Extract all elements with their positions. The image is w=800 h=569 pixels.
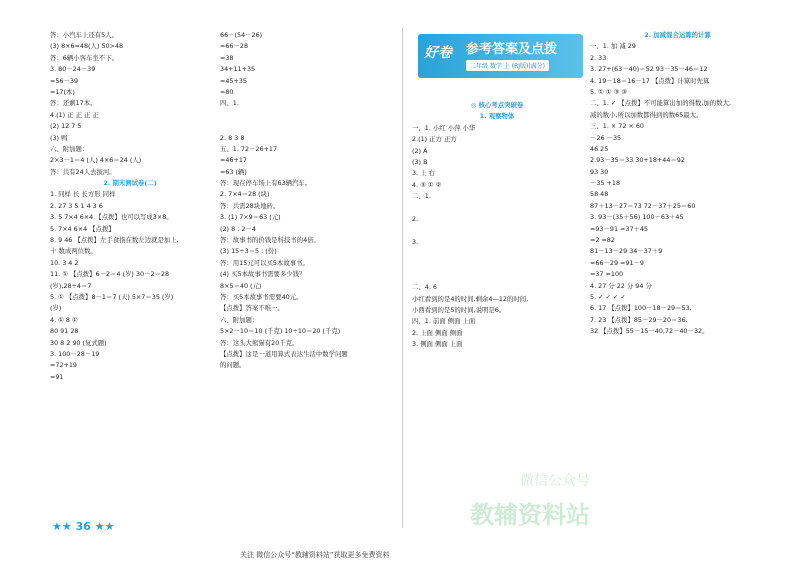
col3-line: 四、1. 前面 侧面 上面 (412, 317, 476, 326)
col2-line: =80 (220, 87, 234, 96)
col1-line: 8. 9 46 【点拨】左手食指在数左边就是加上, (50, 236, 179, 245)
col1-line: (3) 8×6=48(人) 50>48 (50, 42, 124, 51)
col2-line: 答：买5本故事书需要40元。 (220, 292, 303, 301)
col1-line: 3. 80－24－39 (50, 65, 96, 74)
col2-line: =46+17 (220, 156, 247, 165)
page-number: ★★ 36 ★★ (52, 520, 115, 533)
col1-line: 六、附加题： (50, 144, 89, 153)
col1-line: 80 91 28 (50, 327, 79, 336)
col3-line: 3. 侧面 侧面 上面 (412, 340, 463, 349)
col3-line: 小红看到的是4的时间,剩余4—12的时间, (412, 294, 529, 303)
col1-line: 十 数成两位数。 (50, 247, 97, 256)
col4-line: =66－29 =91－9 (590, 258, 644, 267)
col4-line: 4. 27 分 22 分 94 分 (590, 281, 652, 290)
col4-line: －35 +18 (590, 179, 621, 188)
col1-line: (2) 12 7 5 (50, 122, 82, 131)
col4-line: 6. 17 【点拨】100－18－29＝53, (590, 304, 692, 313)
col1-line: 答：6辆小客车坐不下。 (50, 53, 118, 62)
col2-line: 答：现在停车场上有63辆汽车。 (220, 179, 312, 188)
col3-line: 2. (412, 214, 419, 223)
col1-line: 2×3－1＝4 (人) 4×6＝24 (人) (50, 156, 142, 165)
col2-line: 答：这头大熊猫有20千克。 (220, 338, 299, 347)
column-divider (402, 28, 403, 528)
col3-line (412, 225, 582, 236)
col3-line: 二、1. (412, 192, 431, 201)
col2-line: (3) 15÷3＝5 : (份) (220, 247, 277, 256)
col3-line: 3. (412, 237, 419, 246)
col4-line: 32 【点拨】55－15－40,72－40－32。 (590, 327, 709, 336)
col3-line (412, 248, 582, 259)
page-number-value: 36 (75, 520, 91, 533)
col3-line: 二、4. 6 (412, 283, 437, 292)
col1-line: (岁),28÷4＝7 (50, 281, 92, 290)
banner-subtitle: 二年级 数学 上 (RJ版)(满分) (466, 60, 549, 71)
col1-line: 30 8 2 90 (复式题) (50, 338, 107, 347)
col3-line (412, 203, 582, 214)
col1-line: 11. ① 【点拨】6－2＝4 (岁) 30－2＝28 (50, 270, 170, 279)
answer-banner (418, 34, 583, 78)
col4-line: 87＋13－27＝73 72－37＋25＝60 (590, 201, 696, 210)
col3-line: (3) B (412, 157, 428, 166)
col2-line: (2) 8 : 2－4 (220, 224, 256, 233)
footer-note: 关注 微信公众号“教辅资料站”获取更多免费资料 (240, 551, 390, 559)
col2-line: 四、1. (220, 99, 239, 108)
col4-line: =2 =82 (590, 236, 615, 245)
col4-line: 58 48 (590, 190, 609, 199)
col1-line: 3. 100－28－19 (50, 349, 100, 358)
col3-line: 4. ③ ① ② (412, 180, 442, 189)
col4-line: 93 30 (590, 167, 609, 176)
col4-line: 5. ✓ ✓ ✓ ✓ (590, 292, 626, 301)
answer-column-2 (220, 30, 400, 372)
col3-line: 一、1. 小红 小萍 小华 (412, 123, 476, 132)
col2-line: 2. 7×4＝28 (块) (220, 190, 270, 199)
col4-line: 2. 加减混合运算的计算 (644, 31, 711, 39)
col3-line (412, 259, 582, 270)
col3-line: 小西看到的是5的时间,说明是6。 (412, 306, 506, 315)
col3-line: 2.(1) 正方 正方 (412, 135, 457, 144)
col4-line: 减的数小,所以加数都得到的数65最大。 (590, 110, 703, 119)
col1-line: 4. ① 8 ① (50, 315, 78, 324)
col2-line: 34+11+35 (220, 65, 256, 74)
col2-line: 答：共需28块地砖。 (220, 201, 280, 210)
watermark-logo-text: 微信公众号 (520, 473, 590, 489)
col2-line: 的问题。 (220, 361, 246, 370)
col4-line: 3. 27+(63－40)＝52 93－35－46＝12 (590, 65, 708, 74)
answer-column-1 (50, 30, 210, 383)
answer-column-3 (412, 100, 582, 351)
col1-line: 5. 7×4 6×4 【点拨】 (50, 224, 115, 233)
col1-line: 2. 期末测试卷(二) (103, 179, 157, 188)
col1-line: 2. 27 3 5 1 4 3 6 (50, 201, 103, 210)
col4-line: 二、1. ✓ 【点拨】不可能算出加的得数,加的数大, (590, 99, 731, 108)
watermark: 教辅资料站 (470, 501, 590, 529)
banner-title: 参考答案及点拨 (466, 42, 558, 57)
col4-line: 3. 93－(35＋56) 100－63＋45 (590, 213, 684, 222)
col1-line: 10. 3 4 2 (50, 258, 79, 267)
col4-line: 4. 19－18＝16－17 【点拨】计算时先算 (590, 76, 710, 85)
col3-line: 3. 上 右 (412, 169, 435, 178)
col1-line: 4.(1) 正 正 正 正 (50, 110, 99, 119)
col2-line: 【点拨】答案不唯一。 (220, 304, 284, 313)
col2-line (220, 110, 400, 121)
col2-line: =45+35 (220, 76, 247, 85)
col1-line: =17(本) (50, 87, 75, 96)
col1-line: (3) 鸭 (50, 133, 68, 142)
col2-line: 六、附加题： (220, 315, 259, 324)
col2-line: (4) 买5本故事书需要多少钱？ (220, 270, 306, 279)
col1-line: 答：共有24人去拔河。 (50, 167, 116, 176)
col1-line: 答：小汽车上还有5人。 (50, 31, 118, 39)
col3-line (412, 271, 582, 282)
col1-line: 3. 5 7×4 6×4 【点拨】也可以写成3×8。 (50, 213, 173, 222)
col2-line: 5×2－10＝10 (千克) 10÷10＝20 (千克) (220, 327, 341, 336)
col1-line: (岁) (50, 304, 62, 313)
col2-line: 【点拨】这是一道用算式表达生活中数学问题 (220, 349, 348, 358)
col4-line: =37 =100 (590, 270, 624, 279)
col2-line: =38 (220, 53, 234, 62)
col4-line: 一、1. 加 减 29 (590, 42, 636, 51)
brand-logo: 好卷 (424, 45, 452, 61)
answer-column-4 (590, 30, 765, 338)
col4-line: 81－13－29 34－37＋9 (590, 247, 663, 256)
col3-line: 2. 上面 侧面 侧面 (412, 328, 463, 337)
col4-line: 7. 23 【点拨】85－29－20＝36, (590, 315, 688, 324)
col4-line: =93－91 =37＋45 (590, 224, 649, 233)
col2-line: =66－28 (220, 42, 249, 51)
col2-line (220, 121, 400, 132)
col4-line: 2.93－35＝33 30+18+44＝92 (590, 156, 685, 165)
col4-line: 2. 33 (590, 53, 607, 62)
col2-line: 2. 8 3 8 (220, 133, 245, 142)
col4-line: 5. ① ① ③ ③ (590, 87, 628, 96)
col2-line: 8×5＝40 (元) (220, 281, 262, 290)
col4-line: －26 －35 (590, 133, 622, 142)
col1-line: =56－39 (50, 76, 79, 85)
col1-line: 答：还剩17本。 (50, 99, 97, 108)
col4-line: 46 25 (590, 144, 609, 153)
col3-line: ◎ 核心考点突破卷 (470, 101, 524, 109)
col2-line: =63 (辆) (220, 167, 247, 176)
col3-line: 1. 观察物体 (479, 112, 515, 121)
col3-line: (2) A (412, 146, 428, 155)
col4-line: 三、1. × 72 × 60 (590, 122, 644, 131)
col1-line: =91 (50, 372, 64, 381)
col2-line: 66－(54－26) (220, 31, 263, 39)
col1-line: =72+19 (50, 361, 77, 370)
col2-line: 答：故事书的价钱是科技书的4倍。 (220, 236, 320, 245)
col1-line: 1. 同样 长 长方形 同样 (50, 190, 116, 199)
col1-line: 5. ① 【点拨】8－1＝7 (天) 5×7＝35 (岁) (50, 292, 174, 301)
col2-line: 3. (1) 7×9＝63 (元) (220, 213, 281, 222)
col2-line: 答：用15元可以买5本故事书。 (220, 258, 309, 267)
col2-line: 五、1. 72－26+17 (220, 144, 278, 153)
